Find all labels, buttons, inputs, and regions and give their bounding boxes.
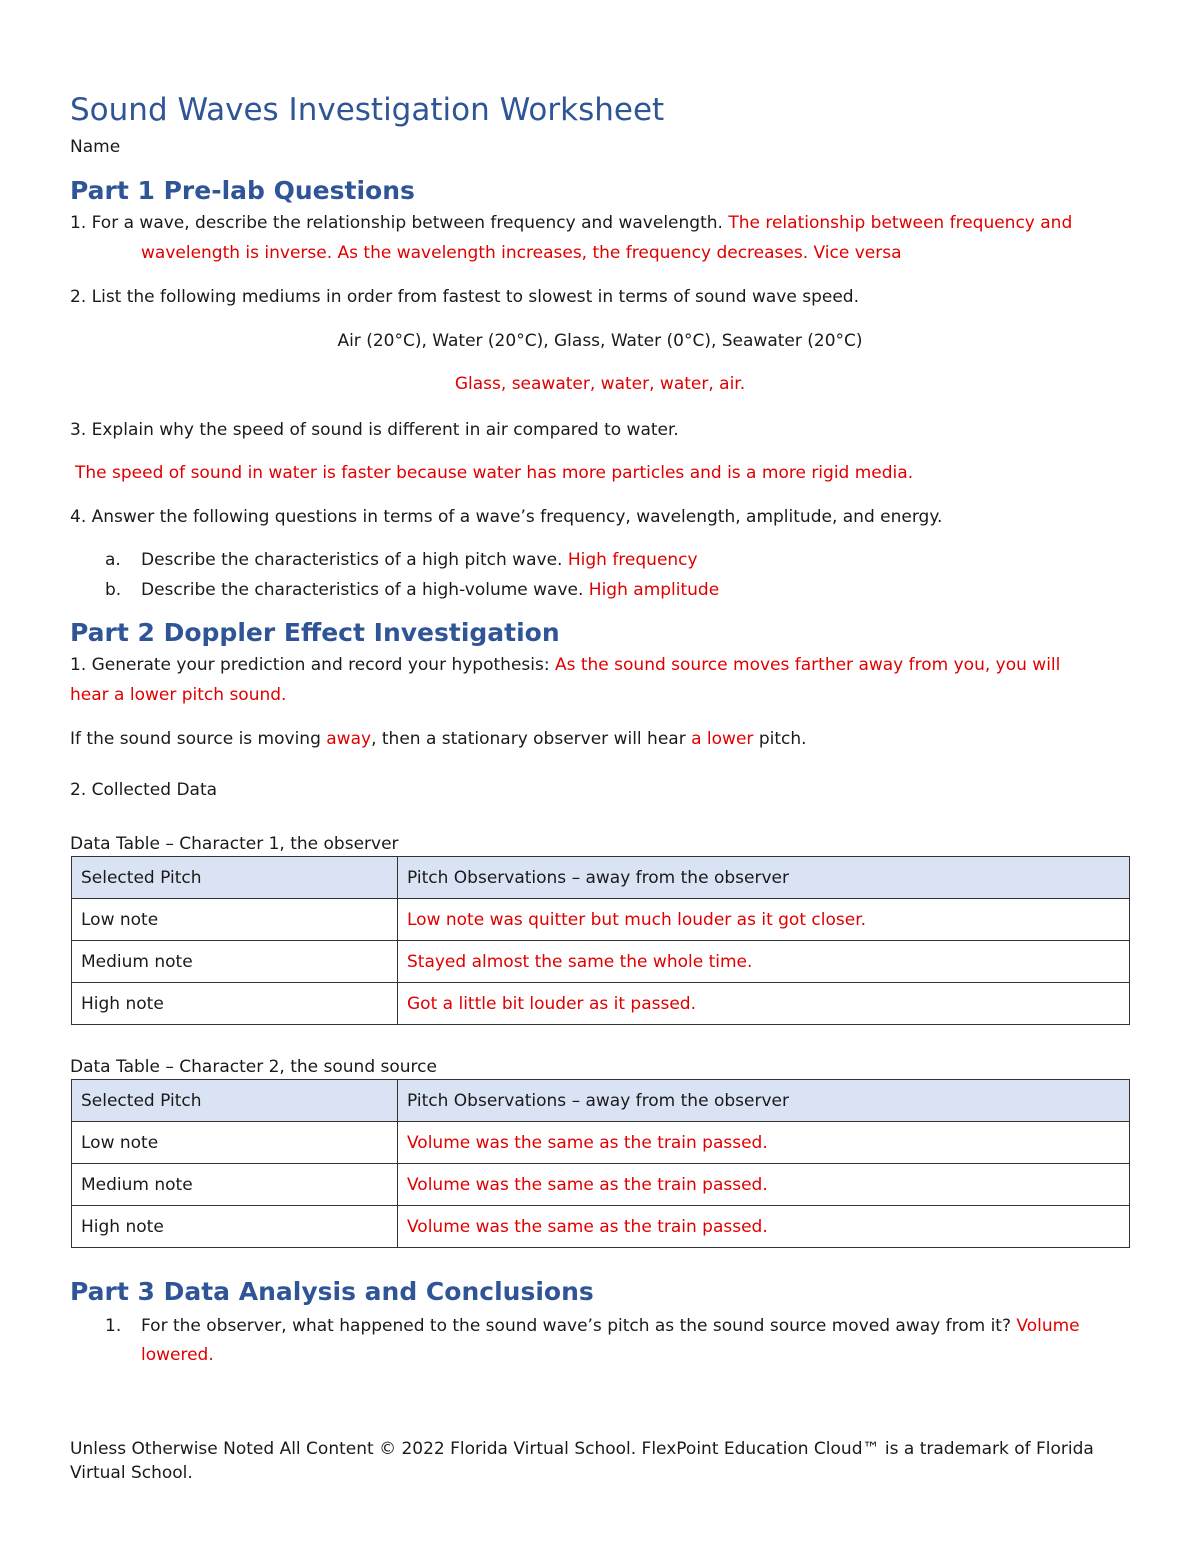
pitch-cell: Medium note (72, 941, 398, 983)
table-row (72, 1122, 1130, 1164)
part3-q1 (141, 1316, 1080, 1336)
copyright-footer: Unless Otherwise Noted All Content © 2022 Florida Virtual School. FlexPoint Education Cloud™ is a trademark of Florida Virtual School. (70, 1439, 1094, 1483)
table-header-cell: Pitch Observations – away from the observer (398, 1080, 1130, 1122)
observer-data-table (71, 856, 1130, 1025)
part3-q1-marker: 1. (105, 1316, 122, 1336)
part1-heading: Part 1 Pre-lab Questions (70, 176, 415, 205)
table-row (72, 941, 1130, 983)
table-header-cell: Selected Pitch (72, 1080, 398, 1122)
table-row (72, 1206, 1130, 1248)
part1-q4-question: 4. Answer the following questions in terms of a wave’s frequency, wavelength, amplitude, and energy. (70, 507, 943, 527)
pitch-cell: Low note (72, 899, 398, 941)
pitch-cell: Medium note (72, 1164, 398, 1206)
part1-q4b (141, 580, 719, 600)
part1-q2-answer: Glass, seawater, water, water, air. (454, 374, 746, 394)
hypothesis-fill-pitch: a lower (691, 729, 754, 749)
observation-cell: Volume was the same as the train passed. (398, 1164, 1130, 1206)
part1-q2-mediums: Air (20°C), Water (20°C), Glass, Water (0°C), Seawater (20°C) (337, 331, 863, 351)
table-header-cell: Selected Pitch (72, 857, 398, 899)
part1-q4b-marker: b. (105, 580, 122, 600)
part2-q1-question: 1. Generate your prediction and record your hypothesis: (70, 655, 550, 675)
table2-caption: Data Table – Character 2, the sound source (70, 1057, 437, 1077)
part1-q1 (70, 213, 1072, 233)
part1-q3-answer: The speed of sound in water is faster because water has more particles and is a more rigid media. (75, 463, 914, 483)
part2-q1-answer-line1: As the sound source moves farther away from you, you will (554, 655, 1061, 675)
source-data-table (71, 1079, 1130, 1248)
pitch-cell: High note (72, 983, 398, 1025)
table-row (72, 899, 1130, 941)
part2-q1 (70, 655, 1060, 675)
observation-cell: Stayed almost the same the whole time. (398, 941, 1130, 983)
part1-q1-question: 1. For a wave, describe the relationship between frequency and wavelength. (70, 213, 723, 233)
pitch-cell: High note (72, 1206, 398, 1248)
table-row (72, 983, 1130, 1025)
part1-q1-answer-line2: wavelength is inverse. As the wavelength increases, the frequency decreases. Vice versa (141, 243, 902, 263)
hypothesis-part3: pitch. (758, 729, 807, 749)
table-header-cell: Pitch Observations – away from the observer (398, 857, 1130, 899)
observation-cell: Got a little bit louder as it passed. (398, 983, 1130, 1025)
pitch-cell: Low note (72, 1122, 398, 1164)
table-header-row (72, 857, 1130, 899)
part2-heading: Part 2 Doppler Effect Investigation (70, 618, 560, 647)
page-title: Sound Waves Investigation Worksheet (70, 92, 665, 128)
part1-q4a-marker: a. (105, 550, 121, 570)
part2-q1-answer-line2: hear a lower pitch sound. (70, 685, 287, 705)
part1-q2-question: 2. List the following mediums in order from fastest to slowest in terms of sound wave speed. (70, 287, 859, 307)
name-label: Name (70, 137, 121, 157)
table-header-row (72, 1080, 1130, 1122)
part1-q4b-text: Describe the characteristics of a high-volume wave. (141, 580, 584, 600)
part1-q1-answer-line1: The relationship between frequency and (728, 213, 1073, 233)
part1-q4a-text: Describe the characteristics of a high pitch wave. (141, 550, 563, 570)
table1-caption: Data Table – Character 1, the observer (70, 834, 399, 854)
part3-q1-answer-line2: lowered. (141, 1345, 214, 1365)
hypothesis-fill-direction: away (326, 729, 372, 749)
part2-collected-data: 2. Collected Data (70, 780, 218, 800)
part1-q3-question: 3. Explain why the speed of sound is different in air compared to water. (70, 420, 679, 440)
part3-heading: Part 3 Data Analysis and Conclusions (70, 1277, 594, 1306)
part1-q4a (141, 550, 698, 570)
part3-q1-question: For the observer, what happened to the sound wave’s pitch as the sound source moved away from it? (141, 1316, 1011, 1336)
hypothesis-part2: , then a stationary observer will hear (371, 729, 686, 749)
hypothesis-part1: If the sound source is moving (70, 729, 321, 749)
part1-q4b-answer: High amplitude (588, 580, 720, 600)
part1-q4a-answer: High frequency (567, 550, 698, 570)
part3-q1-answer-line1: Volume (1016, 1316, 1080, 1336)
table-row (72, 1164, 1130, 1206)
observation-cell: Volume was the same as the train passed. (398, 1206, 1130, 1248)
observation-cell: Low note was quitter but much louder as it got closer. (398, 899, 1130, 941)
part2-hypothesis (70, 729, 807, 749)
observation-cell: Volume was the same as the train passed. (398, 1122, 1130, 1164)
